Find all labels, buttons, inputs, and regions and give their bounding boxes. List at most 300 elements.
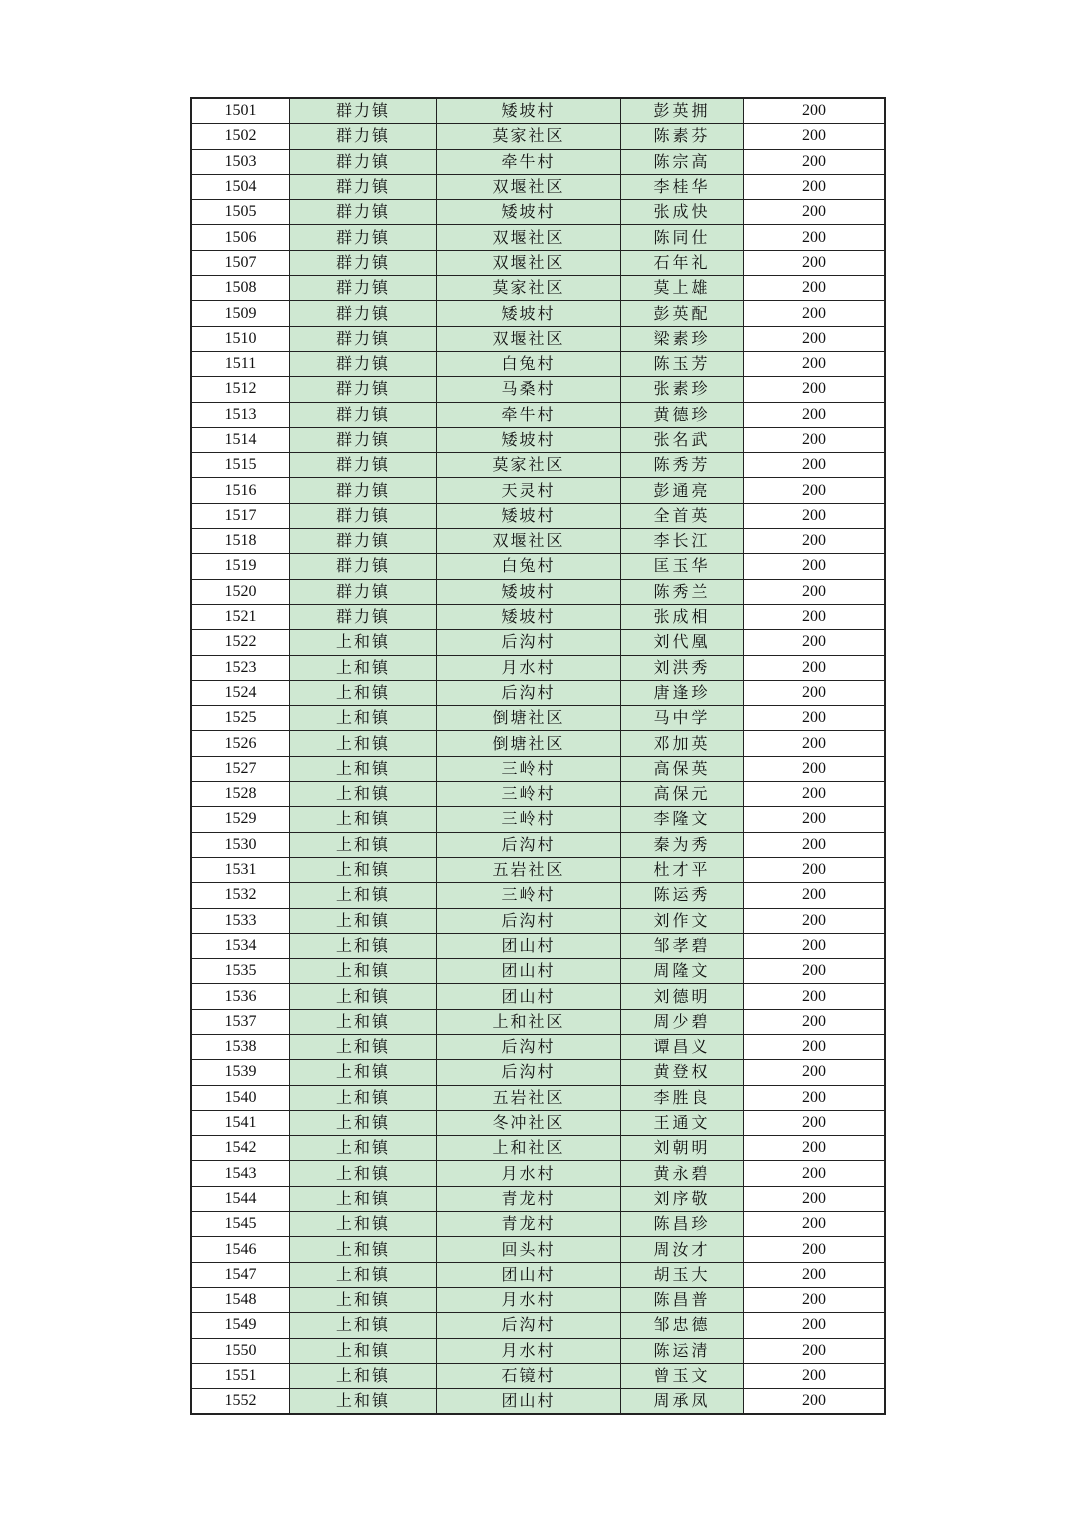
- village-cell: 三岭村: [437, 883, 621, 908]
- row-number-cell: 1531: [191, 857, 290, 882]
- town-cell: 上和镇: [290, 1313, 437, 1338]
- table-row: [191, 200, 885, 225]
- town-cell: 群力镇: [290, 427, 437, 452]
- village-cell: 后沟村: [437, 1313, 621, 1338]
- town-cell: 上和镇: [290, 1262, 437, 1287]
- row-number-cell: 1549: [191, 1313, 290, 1338]
- person-name-cell: 陈昌珍: [621, 1212, 744, 1237]
- town-cell: 上和镇: [290, 1136, 437, 1161]
- town-cell: 上和镇: [290, 959, 437, 984]
- person-name-cell: 刘德明: [621, 984, 744, 1009]
- table-row: [191, 1363, 885, 1388]
- row-number-cell: 1542: [191, 1136, 290, 1161]
- row-number-cell: 1516: [191, 478, 290, 503]
- person-name-cell: 马中学: [621, 706, 744, 731]
- row-number-cell: 1548: [191, 1287, 290, 1312]
- row-number-cell: 1509: [191, 301, 290, 326]
- amount-cell: 200: [744, 453, 886, 478]
- row-number-cell: 1521: [191, 604, 290, 629]
- row-number-cell: 1539: [191, 1060, 290, 1085]
- person-name-cell: 陈同仕: [621, 225, 744, 250]
- table-row: [191, 124, 885, 149]
- amount-cell: 200: [744, 225, 886, 250]
- amount-cell: 200: [744, 98, 886, 124]
- table-row: [191, 225, 885, 250]
- person-name-cell: 张素珍: [621, 377, 744, 402]
- table-row: [191, 883, 885, 908]
- town-cell: 群力镇: [290, 149, 437, 174]
- person-name-cell: 刘代凰: [621, 630, 744, 655]
- row-number-cell: 1544: [191, 1186, 290, 1211]
- person-name-cell: 黄德珍: [621, 402, 744, 427]
- village-cell: 团山村: [437, 984, 621, 1009]
- person-name-cell: 唐逢珍: [621, 680, 744, 705]
- amount-cell: 200: [744, 731, 886, 756]
- amount-cell: 200: [744, 478, 886, 503]
- amount-cell: 200: [744, 326, 886, 351]
- amount-cell: 200: [744, 933, 886, 958]
- village-cell: 矮坡村: [437, 301, 621, 326]
- town-cell: 群力镇: [290, 326, 437, 351]
- row-number-cell: 1528: [191, 782, 290, 807]
- table-row: [191, 1287, 885, 1312]
- row-number-cell: 1537: [191, 1009, 290, 1034]
- row-number-cell: 1543: [191, 1161, 290, 1186]
- amount-cell: 200: [744, 630, 886, 655]
- village-cell: 矮坡村: [437, 427, 621, 452]
- person-name-cell: 梁素珍: [621, 326, 744, 351]
- person-name-cell: 曾玉文: [621, 1363, 744, 1388]
- amount-cell: 200: [744, 503, 886, 528]
- amount-cell: 200: [744, 883, 886, 908]
- table-row: [191, 984, 885, 1009]
- amount-cell: 200: [744, 579, 886, 604]
- person-name-cell: 黄永碧: [621, 1161, 744, 1186]
- person-name-cell: 陈运清: [621, 1338, 744, 1363]
- amount-cell: 200: [744, 1389, 886, 1415]
- village-cell: 五岩社区: [437, 1085, 621, 1110]
- table-row: [191, 250, 885, 275]
- town-cell: 群力镇: [290, 301, 437, 326]
- roster-table: [190, 97, 886, 1415]
- village-cell: 冬冲社区: [437, 1110, 621, 1135]
- person-name-cell: 周汝才: [621, 1237, 744, 1262]
- person-name-cell: 陈秀芳: [621, 453, 744, 478]
- person-name-cell: 李隆文: [621, 807, 744, 832]
- table-row: [191, 1060, 885, 1085]
- table-row: [191, 326, 885, 351]
- town-cell: 群力镇: [290, 225, 437, 250]
- row-number-cell: 1550: [191, 1338, 290, 1363]
- village-cell: 团山村: [437, 1389, 621, 1415]
- person-name-cell: 秦为秀: [621, 832, 744, 857]
- person-name-cell: 周承凤: [621, 1389, 744, 1415]
- village-cell: 后沟村: [437, 832, 621, 857]
- amount-cell: 200: [744, 1161, 886, 1186]
- village-cell: 后沟村: [437, 680, 621, 705]
- table-row: [191, 1212, 885, 1237]
- person-name-cell: 陈宗高: [621, 149, 744, 174]
- town-cell: 上和镇: [290, 706, 437, 731]
- person-name-cell: 邹忠德: [621, 1313, 744, 1338]
- table-row: [191, 301, 885, 326]
- town-cell: 群力镇: [290, 529, 437, 554]
- amount-cell: 200: [744, 377, 886, 402]
- table-row: [191, 1389, 885, 1415]
- town-cell: 上和镇: [290, 655, 437, 680]
- document-page: [190, 97, 884, 1415]
- amount-cell: 200: [744, 124, 886, 149]
- person-name-cell: 杜才平: [621, 857, 744, 882]
- row-number-cell: 1545: [191, 1212, 290, 1237]
- village-cell: 后沟村: [437, 1060, 621, 1085]
- town-cell: 上和镇: [290, 1237, 437, 1262]
- amount-cell: 200: [744, 908, 886, 933]
- row-number-cell: 1551: [191, 1363, 290, 1388]
- table-row: [191, 832, 885, 857]
- town-cell: 群力镇: [290, 503, 437, 528]
- town-cell: 上和镇: [290, 731, 437, 756]
- amount-cell: 200: [744, 1287, 886, 1312]
- village-cell: 团山村: [437, 959, 621, 984]
- town-cell: 群力镇: [290, 478, 437, 503]
- person-name-cell: 全首英: [621, 503, 744, 528]
- row-number-cell: 1538: [191, 1034, 290, 1059]
- amount-cell: 200: [744, 706, 886, 731]
- amount-cell: 200: [744, 1237, 886, 1262]
- village-cell: 白兔村: [437, 554, 621, 579]
- roster-table-body: [191, 98, 885, 1414]
- row-number-cell: 1523: [191, 655, 290, 680]
- row-number-cell: 1525: [191, 706, 290, 731]
- row-number-cell: 1518: [191, 529, 290, 554]
- town-cell: 上和镇: [290, 933, 437, 958]
- person-name-cell: 石年礼: [621, 250, 744, 275]
- row-number-cell: 1503: [191, 149, 290, 174]
- town-cell: 上和镇: [290, 1060, 437, 1085]
- person-name-cell: 刘洪秀: [621, 655, 744, 680]
- row-number-cell: 1540: [191, 1085, 290, 1110]
- row-number-cell: 1507: [191, 250, 290, 275]
- table-row: [191, 1186, 885, 1211]
- village-cell: 双堰社区: [437, 529, 621, 554]
- row-number-cell: 1519: [191, 554, 290, 579]
- row-number-cell: 1510: [191, 326, 290, 351]
- town-cell: 上和镇: [290, 1009, 437, 1034]
- town-cell: 群力镇: [290, 453, 437, 478]
- row-number-cell: 1517: [191, 503, 290, 528]
- table-row: [191, 402, 885, 427]
- village-cell: 白兔村: [437, 351, 621, 376]
- village-cell: 牵牛村: [437, 149, 621, 174]
- amount-cell: 200: [744, 427, 886, 452]
- town-cell: 上和镇: [290, 680, 437, 705]
- row-number-cell: 1505: [191, 200, 290, 225]
- person-name-cell: 刘朝明: [621, 1136, 744, 1161]
- village-cell: 矮坡村: [437, 604, 621, 629]
- village-cell: 回头村: [437, 1237, 621, 1262]
- village-cell: 矮坡村: [437, 200, 621, 225]
- row-number-cell: 1526: [191, 731, 290, 756]
- person-name-cell: 匡玉华: [621, 554, 744, 579]
- row-number-cell: 1541: [191, 1110, 290, 1135]
- table-row: [191, 1338, 885, 1363]
- village-cell: 团山村: [437, 933, 621, 958]
- town-cell: 上和镇: [290, 908, 437, 933]
- person-name-cell: 陈昌普: [621, 1287, 744, 1312]
- row-number-cell: 1547: [191, 1262, 290, 1287]
- town-cell: 上和镇: [290, 1338, 437, 1363]
- village-cell: 双堰社区: [437, 326, 621, 351]
- amount-cell: 200: [744, 149, 886, 174]
- town-cell: 上和镇: [290, 984, 437, 1009]
- table-row: [191, 377, 885, 402]
- village-cell: 团山村: [437, 1262, 621, 1287]
- village-cell: 后沟村: [437, 1034, 621, 1059]
- table-row: [191, 478, 885, 503]
- amount-cell: 200: [744, 1060, 886, 1085]
- person-name-cell: 邓加英: [621, 731, 744, 756]
- person-name-cell: 彭英配: [621, 301, 744, 326]
- person-name-cell: 李桂华: [621, 174, 744, 199]
- table-row: [191, 1161, 885, 1186]
- table-row: [191, 1009, 885, 1034]
- amount-cell: 200: [744, 832, 886, 857]
- table-row: [191, 756, 885, 781]
- village-cell: 月水村: [437, 1287, 621, 1312]
- village-cell: 矮坡村: [437, 579, 621, 604]
- town-cell: 群力镇: [290, 276, 437, 301]
- village-cell: 月水村: [437, 1338, 621, 1363]
- row-number-cell: 1514: [191, 427, 290, 452]
- village-cell: 莫家社区: [437, 276, 621, 301]
- table-row: [191, 1110, 885, 1135]
- town-cell: 上和镇: [290, 1161, 437, 1186]
- amount-cell: 200: [744, 1313, 886, 1338]
- table-row: [191, 149, 885, 174]
- amount-cell: 200: [744, 1136, 886, 1161]
- table-row: [191, 630, 885, 655]
- amount-cell: 200: [744, 529, 886, 554]
- table-row: [191, 1034, 885, 1059]
- town-cell: 上和镇: [290, 1363, 437, 1388]
- town-cell: 上和镇: [290, 1212, 437, 1237]
- row-number-cell: 1506: [191, 225, 290, 250]
- table-row: [191, 680, 885, 705]
- village-cell: 月水村: [437, 655, 621, 680]
- amount-cell: 200: [744, 959, 886, 984]
- amount-cell: 200: [744, 1363, 886, 1388]
- town-cell: 上和镇: [290, 807, 437, 832]
- person-name-cell: 刘作文: [621, 908, 744, 933]
- row-number-cell: 1552: [191, 1389, 290, 1415]
- person-name-cell: 彭英拥: [621, 98, 744, 124]
- table-row: [191, 933, 885, 958]
- row-number-cell: 1520: [191, 579, 290, 604]
- village-cell: 莫家社区: [437, 124, 621, 149]
- person-name-cell: 李长江: [621, 529, 744, 554]
- table-row: [191, 731, 885, 756]
- village-cell: 双堰社区: [437, 225, 621, 250]
- table-row: [191, 959, 885, 984]
- table-row: [191, 98, 885, 124]
- person-name-cell: 陈秀兰: [621, 579, 744, 604]
- person-name-cell: 张成快: [621, 200, 744, 225]
- town-cell: 上和镇: [290, 883, 437, 908]
- amount-cell: 200: [744, 1338, 886, 1363]
- village-cell: 倒塘社区: [437, 731, 621, 756]
- town-cell: 上和镇: [290, 1186, 437, 1211]
- amount-cell: 200: [744, 402, 886, 427]
- row-number-cell: 1527: [191, 756, 290, 781]
- village-cell: 双堰社区: [437, 250, 621, 275]
- town-cell: 上和镇: [290, 1085, 437, 1110]
- town-cell: 群力镇: [290, 200, 437, 225]
- person-name-cell: 黄登权: [621, 1060, 744, 1085]
- amount-cell: 200: [744, 1085, 886, 1110]
- person-name-cell: 周少碧: [621, 1009, 744, 1034]
- table-row: [191, 857, 885, 882]
- town-cell: 上和镇: [290, 832, 437, 857]
- town-cell: 群力镇: [290, 604, 437, 629]
- row-number-cell: 1513: [191, 402, 290, 427]
- row-number-cell: 1511: [191, 351, 290, 376]
- table-row: [191, 276, 885, 301]
- amount-cell: 200: [744, 1186, 886, 1211]
- village-cell: 三岭村: [437, 807, 621, 832]
- town-cell: 上和镇: [290, 857, 437, 882]
- village-cell: 马桑村: [437, 377, 621, 402]
- village-cell: 天灵村: [437, 478, 621, 503]
- amount-cell: 200: [744, 756, 886, 781]
- village-cell: 上和社区: [437, 1136, 621, 1161]
- amount-cell: 200: [744, 1034, 886, 1059]
- amount-cell: 200: [744, 655, 886, 680]
- village-cell: 石镜村: [437, 1363, 621, 1388]
- village-cell: 矮坡村: [437, 503, 621, 528]
- person-name-cell: 刘序敬: [621, 1186, 744, 1211]
- row-number-cell: 1532: [191, 883, 290, 908]
- village-cell: 上和社区: [437, 1009, 621, 1034]
- table-row: [191, 174, 885, 199]
- amount-cell: 200: [744, 604, 886, 629]
- town-cell: 上和镇: [290, 1389, 437, 1415]
- row-number-cell: 1508: [191, 276, 290, 301]
- table-row: [191, 1237, 885, 1262]
- amount-cell: 200: [744, 200, 886, 225]
- table-row: [191, 908, 885, 933]
- table-row: [191, 351, 885, 376]
- town-cell: 群力镇: [290, 579, 437, 604]
- table-row: [191, 579, 885, 604]
- village-cell: 后沟村: [437, 908, 621, 933]
- row-number-cell: 1504: [191, 174, 290, 199]
- town-cell: 群力镇: [290, 124, 437, 149]
- village-cell: 青龙村: [437, 1212, 621, 1237]
- table-row: [191, 782, 885, 807]
- town-cell: 群力镇: [290, 250, 437, 275]
- village-cell: 后沟村: [437, 630, 621, 655]
- person-name-cell: 李胜良: [621, 1085, 744, 1110]
- village-cell: 三岭村: [437, 782, 621, 807]
- town-cell: 上和镇: [290, 1034, 437, 1059]
- person-name-cell: 陈玉芳: [621, 351, 744, 376]
- amount-cell: 200: [744, 276, 886, 301]
- town-cell: 群力镇: [290, 554, 437, 579]
- village-cell: 五岩社区: [437, 857, 621, 882]
- person-name-cell: 胡玉大: [621, 1262, 744, 1287]
- town-cell: 上和镇: [290, 756, 437, 781]
- table-row: [191, 604, 885, 629]
- village-cell: 双堰社区: [437, 174, 621, 199]
- town-cell: 上和镇: [290, 630, 437, 655]
- row-number-cell: 1535: [191, 959, 290, 984]
- amount-cell: 200: [744, 1262, 886, 1287]
- table-row: [191, 1313, 885, 1338]
- town-cell: 群力镇: [290, 351, 437, 376]
- row-number-cell: 1533: [191, 908, 290, 933]
- person-name-cell: 陈运秀: [621, 883, 744, 908]
- row-number-cell: 1530: [191, 832, 290, 857]
- amount-cell: 200: [744, 680, 886, 705]
- town-cell: 群力镇: [290, 174, 437, 199]
- town-cell: 上和镇: [290, 782, 437, 807]
- village-cell: 牵牛村: [437, 402, 621, 427]
- amount-cell: 200: [744, 807, 886, 832]
- table-row: [191, 706, 885, 731]
- table-row: [191, 807, 885, 832]
- person-name-cell: 莫上雄: [621, 276, 744, 301]
- amount-cell: 200: [744, 782, 886, 807]
- row-number-cell: 1502: [191, 124, 290, 149]
- person-name-cell: 高保元: [621, 782, 744, 807]
- amount-cell: 200: [744, 1009, 886, 1034]
- amount-cell: 200: [744, 857, 886, 882]
- row-number-cell: 1529: [191, 807, 290, 832]
- person-name-cell: 周隆文: [621, 959, 744, 984]
- row-number-cell: 1522: [191, 630, 290, 655]
- amount-cell: 200: [744, 1110, 886, 1135]
- row-number-cell: 1524: [191, 680, 290, 705]
- person-name-cell: 王通文: [621, 1110, 744, 1135]
- village-cell: 月水村: [437, 1161, 621, 1186]
- amount-cell: 200: [744, 1212, 886, 1237]
- person-name-cell: 陈素芬: [621, 124, 744, 149]
- person-name-cell: 谭昌义: [621, 1034, 744, 1059]
- table-row: [191, 1262, 885, 1287]
- table-row: [191, 427, 885, 452]
- row-number-cell: 1515: [191, 453, 290, 478]
- table-row: [191, 655, 885, 680]
- town-cell: 群力镇: [290, 402, 437, 427]
- table-row: [191, 529, 885, 554]
- person-name-cell: 彭通亮: [621, 478, 744, 503]
- amount-cell: 200: [744, 174, 886, 199]
- person-name-cell: 邹孝碧: [621, 933, 744, 958]
- village-cell: 青龙村: [437, 1186, 621, 1211]
- table-row: [191, 1085, 885, 1110]
- table-row: [191, 453, 885, 478]
- person-name-cell: 高保英: [621, 756, 744, 781]
- table-row: [191, 554, 885, 579]
- table-row: [191, 1136, 885, 1161]
- person-name-cell: 张成相: [621, 604, 744, 629]
- person-name-cell: 张名武: [621, 427, 744, 452]
- row-number-cell: 1501: [191, 98, 290, 124]
- village-cell: 莫家社区: [437, 453, 621, 478]
- village-cell: 倒塘社区: [437, 706, 621, 731]
- amount-cell: 200: [744, 351, 886, 376]
